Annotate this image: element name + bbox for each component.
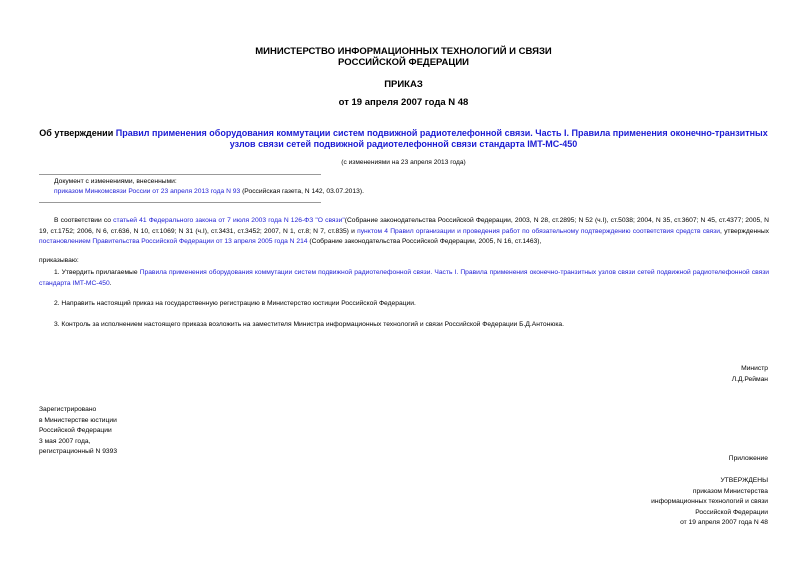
signature-name: Л.Д.Рейман: [731, 376, 768, 383]
appendix-approval: [651, 476, 768, 529]
law-article-link[interactable]: статьей 41 Федерального закона от 7 июля 2003 года N 126-ФЗ "О связи": [113, 217, 345, 224]
ministry-name-line2: РОССИЙСКОЙ ФЕДЕРАЦИИ: [337, 57, 469, 68]
registration-line1: Зарегистрировано: [39, 406, 97, 413]
changes-tail: (Российская газета, N 142, 03.07.2013).: [240, 188, 364, 195]
preamble-text-3: , утвержденных: [719, 227, 770, 235]
government-decree-link[interactable]: постановлением Правительства Российской Федерации от 13 апреля 2005 года N 214: [39, 238, 308, 245]
order-item-3: 3. Контроль за исполнением настоящего приказа возложить на заместителя Министра информационных технологий и связи Российской Федерации Б.Д.Антонюка.: [54, 321, 565, 328]
preamble-text-2: (Собрание законодательства Российской Федерации, 2003, N 28, ст.2895; N 52 (ч.I), ст.5038; 2004, N 35, ст.3607; N 45, ст.4377; 2005, N 19, ст.1752; 2006, N 6, ст.636, N 10, ст.1069; N 31 (ч.I), ст.3431, ст.3452; 2007, N 1, ст.8; N 7, ст.835) и: [39, 217, 769, 235]
changes-intro: Документ с изменениями, внесенными:: [54, 178, 177, 185]
approval-line4: от 19 апреля 2007 года N 48: [680, 519, 768, 526]
document-title-line2: [0, 139, 807, 150]
preamble-text-1: В соответствии со: [54, 217, 114, 224]
preamble-text-4: (Собрание законодательства Российской Федерации, 2005, N 16, ст.1463),: [307, 238, 542, 245]
item1-prefix: 1. Утвердить прилагаемые: [54, 269, 140, 276]
ministry-name-line1: МИНИСТЕРСТВО ИНФОРМАЦИОННЫХ ТЕХНОЛОГИЙ И СВЯЗИ: [255, 46, 552, 57]
signature-position: Министр: [741, 365, 768, 372]
approved-label: УТВЕРЖДЕНЫ: [720, 477, 768, 484]
approval-line1: приказом Министерства: [692, 487, 768, 495]
preamble-paragraph: [39, 216, 769, 248]
rules-clause-link[interactable]: пунктом 4 Правил организации и проведения работ по обязательному подтверждению соответствия средств связи: [357, 227, 720, 235]
approval-line3: Российской Федерации: [695, 508, 768, 516]
order-word: приказываю:: [39, 257, 79, 264]
title-link-part1[interactable]: Правил применения оборудования коммутации систем подвижной радиотелефонной связи. Часть I. Правила применения оконечно-транзитных: [115, 128, 768, 138]
registration-line3: Российской Федерации: [39, 427, 112, 434]
registration-line2: в Министерстве юстиции: [39, 416, 117, 424]
order-item-1: [39, 268, 769, 289]
document-type: ПРИКАЗ: [384, 79, 423, 90]
divider-top: [39, 174, 321, 175]
order-item-2: 2. Направить настоящий приказ на государственную регистрацию в Министерство юстиции Российской Федерации.: [54, 300, 416, 307]
title-link-part2[interactable]: узлов связи сетей подвижной радиотелефонной связи стандарта IMT-MC-450: [229, 139, 578, 149]
registration-line4: 3 мая 2007 года,: [39, 437, 91, 445]
changes-source: [54, 187, 364, 198]
divider-bottom: [39, 202, 321, 203]
title-prefix: Об утверждении: [39, 128, 116, 138]
document-title-line1: [0, 128, 807, 139]
document-date: от 19 апреля 2007 года N 48: [338, 97, 469, 108]
appendix-label: Приложение: [728, 455, 768, 462]
registration-line5: регистрационный N 9393: [39, 448, 118, 455]
approved-rules-link[interactable]: Правила применения оборудования коммутации систем подвижной радиотелефонной связи. Часть I. Правила применения оконечно-транзитных узлов связи сетей подвижной радиотелефонной связи стандарта IMT-MC-450: [39, 269, 769, 287]
registration-block: [39, 405, 117, 458]
amendment-note: (с изменениями на 23 апреля 2013 года): [341, 159, 466, 166]
approval-line2: информационных технологий и связи: [651, 498, 768, 505]
changes-link[interactable]: приказом Минкомсвязи России от 23 апреля 2013 года N 93: [54, 188, 241, 195]
item1-suffix: .: [109, 279, 112, 287]
